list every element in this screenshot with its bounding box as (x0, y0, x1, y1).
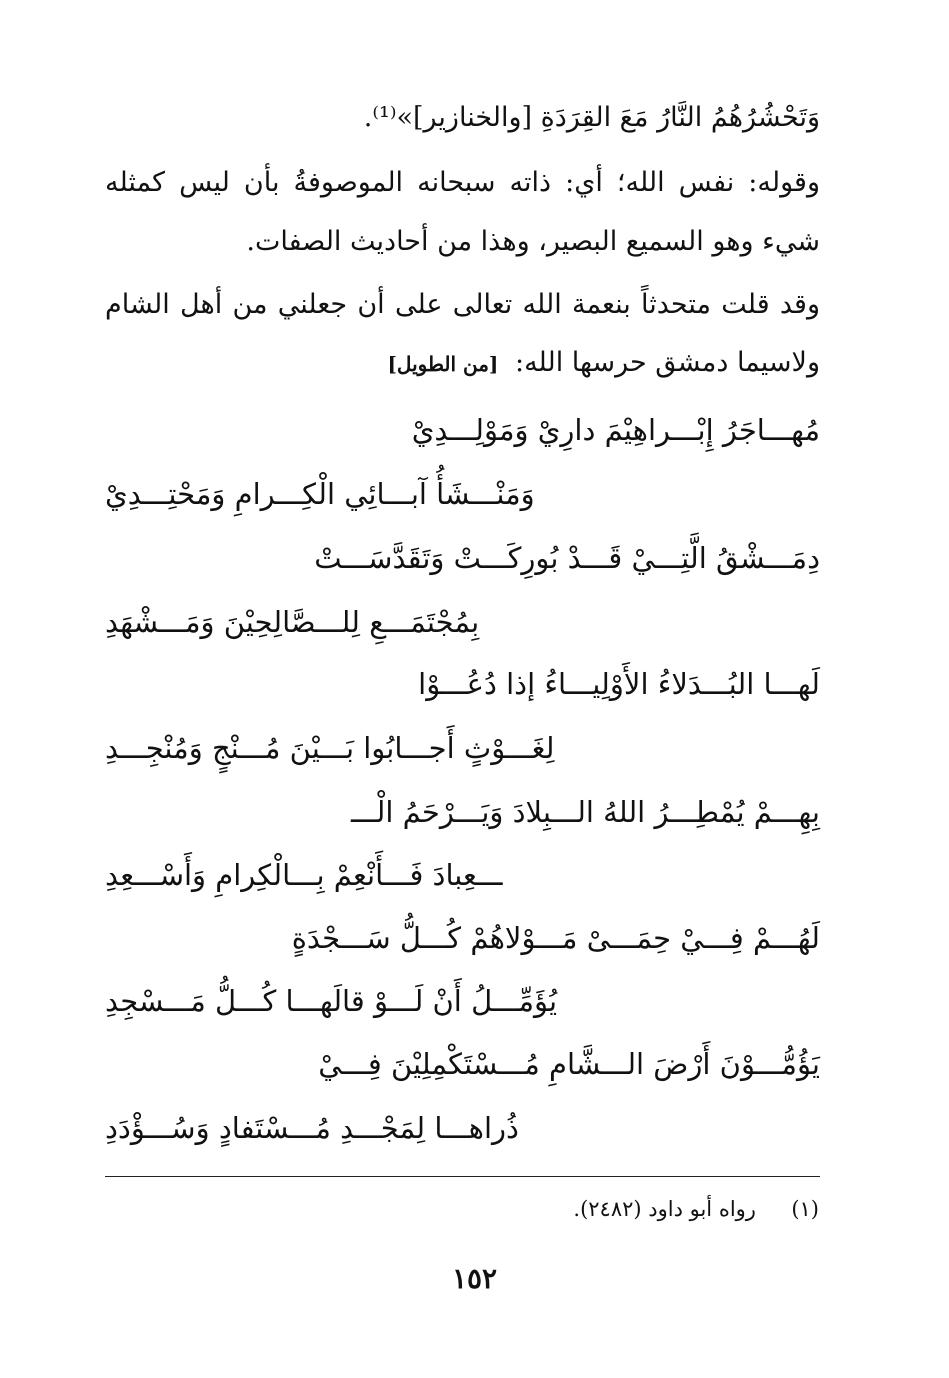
verse-second-hemistich: بِمُجْتَمَـــعِ لِلـــصَّالِحِيْنَ وَمَـــشْهَدِ (105, 605, 480, 639)
verse-first-hemistich: بِهِـــمْ يُمْطِـــرُ اللهُ الـــبِلادَ وَيَـــرْحَمُ الْـــ (351, 795, 820, 829)
verse-first-hemistich: لَهـــا البُـــدَلاءُ الأَوْلِيـــاءُ إذا دُعُـــوْا (418, 667, 820, 701)
paragraph-line-with-meter (105, 343, 820, 384)
verse-first-hemistich: يَؤُمُّـــوْنَ أَرْضَ الـــشَّامِ مُـــسْتَكْمِلِيْنَ فِـــيْ (318, 1047, 820, 1081)
hadith-quote-line: وَتَحْشُرُهُمُ النَّارُ مَعَ القِرَدَةِ [والخنازير]»⁽¹⁾. (363, 102, 820, 133)
page-body (105, 90, 820, 1340)
paragraph-line: وقد قلت متحدثاً بنعمة الله تعالى على أن جعلني من أهل الشام (105, 289, 820, 320)
verse-first-hemistich: لَهُـــمْ فِـــيْ حِمَـــىْ مَـــوْلاهُمْ كُـــلُّ سَـــجْدَةٍ (291, 921, 820, 955)
footnote (573, 1193, 819, 1225)
paragraph-line: وقوله: نفس الله؛ أي: ذاته سبحانه الموصوفةُ بأن ليس كمثله (105, 167, 820, 198)
page-number: ١٥٢ (451, 1262, 498, 1295)
verse-first-hemistich: مُهـــاجَرُ إِبْـــراهِيْمَ دارِيْ وَمَوْلِـــدِيْ (411, 413, 820, 447)
verse-second-hemistich: ـــعِبادَ فَـــأَنْعِمْ بِـــالْكِرامِ وَأَسْـــعِدِ (105, 858, 503, 892)
footnote-number: (١) (791, 1197, 819, 1221)
poem-meter-label: [من الطويل] (387, 352, 499, 376)
verse-second-hemistich: لِغَـــوْثٍ أَجـــابُوا بَـــيْنَ مُـــنْجٍ وَمُنْجِـــدِ (105, 731, 555, 765)
footnote-text: رواه أبو داود (٢٤٨٢). (573, 1197, 756, 1221)
paragraph-text: ولاسيما دمشق حرسها الله: (514, 347, 820, 378)
verse-first-hemistich: دِمَـــشْقُ الَّتِـــيْ قَـــدْ بُورِكَـــتْ وَتَقَدَّسَـــتْ (314, 541, 820, 575)
verse-second-hemistich: وَمَنْـــشَأُ آبـــائِي الْكِـــرامِ وَمَحْتِـــدِيْ (105, 477, 535, 511)
footnote-divider (105, 1176, 820, 1177)
paragraph-line: شيء وهو السميع البصير، وهذا من أحاديث الصفات. (246, 226, 820, 257)
verse-second-hemistich: ذُراهـــا لِمَجْـــدِ مُـــسْتَفادٍ وَسُـــؤْدَدِ (105, 1111, 519, 1145)
verse-second-hemistich: يُؤَمِّـــلُ أَنْ لَـــوْ قالَهـــا كُـــلُّ مَـــسْجِدِ (105, 984, 558, 1018)
